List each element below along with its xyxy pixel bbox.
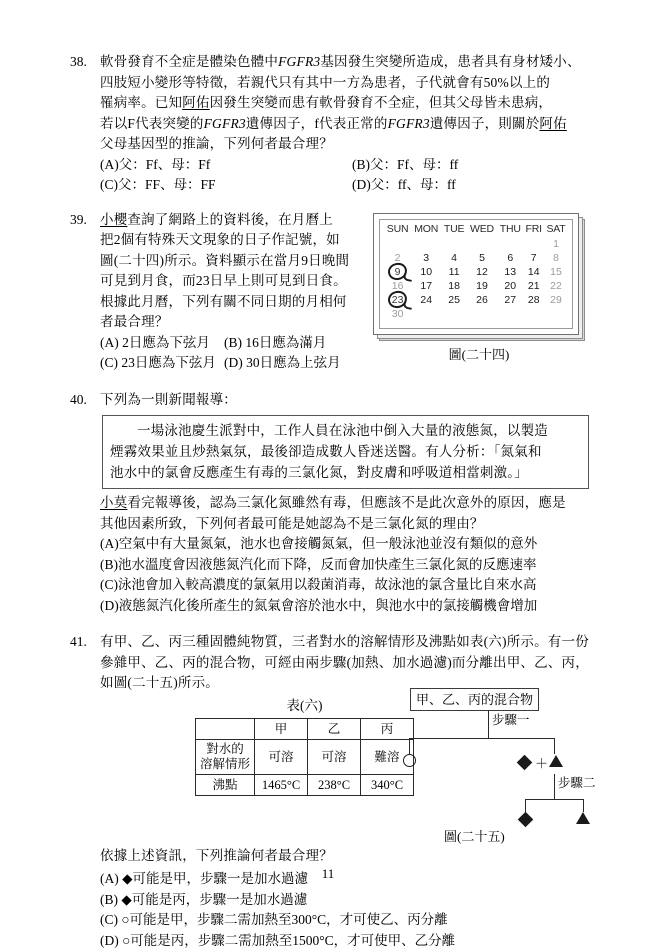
calendar-day-cell [467,307,497,321]
question-40-options-row-d [100,596,594,617]
calendar-frame [373,213,579,335]
calendar-day-cell: 1 [544,237,568,251]
question-38-number: 38. [70,52,100,73]
calendar-header-mon: MON [411,223,441,237]
calendar-header-wed: WED [467,223,497,237]
solubility-table [195,718,414,796]
calendar-day-cell [384,237,411,251]
news-line-3: 池水中的氯會反應產生有毒的三氯化氮，對皮膚和呼吸道相當刺激。」 [110,462,581,483]
question-39-option-b[interactable]: (B) 16日應為滿月 [224,333,326,354]
question-38-stem-line-5: 父母基因型的推論，下列何者最合理？ [100,134,594,155]
calendar-day-cell [497,307,523,321]
calendar-day-cell: 20 [497,279,523,293]
calendar-figure [373,213,595,363]
question-39-option-c[interactable]: (C) 23日應為下弦月 [100,353,224,374]
calendar-header-row [384,223,568,237]
calendar-day-cell: 29 [544,293,568,307]
flowchart-connector-vertical-1 [488,710,489,738]
calendar-day-cell [411,307,441,321]
question-38-option-c[interactable]: (C)父：FF、母：FF [100,175,352,196]
question-39-stem-line-6: 者最合理？ [100,312,400,333]
page-number: 11 [0,866,656,882]
question-39-stem-line-5: 根據此月曆，下列有關不同日期的月相何 [100,292,400,313]
table-corner-cell [196,719,255,740]
calendar-week-1 [384,237,568,251]
calendar-header-fri: FRI [523,223,544,237]
question-38-stem-line-1: 軟骨發育不全症是體染色體中FGFR3基因發生突變所造成，患者具有身材矮小、 [100,52,594,73]
calendar-day-cell: 28 [523,293,544,307]
question-39-stem-line-4: 可見到月食，而23日早上則可見到日食。 [100,271,400,292]
calendar-inner [379,219,573,329]
question-39-body [100,210,400,374]
triangle-shape-icon-final [576,812,590,824]
question-40-options-row-a [100,534,594,555]
table-6-caption: 表(六) [195,696,414,717]
table-cell-bp-yi: 238°C [308,775,361,796]
table-row [196,740,414,775]
calendar-day-cell: 12 [467,265,497,279]
flowchart-step2-label: 步驟二 [558,773,596,794]
question-41-option-a[interactable]: (A) ◆可能是甲，步驟一是加水過濾 [100,869,594,890]
row-header-line-2: 溶解情形 [200,757,250,771]
question-39-stem-line-1: 小櫻查詢了網路上的資料後，在月曆上 [100,210,400,231]
calendar-day-cell-circled-9 [384,265,411,279]
question-38-stem-line-4: 若以F代表突變的FGFR3遺傳因子，f代表正常的FGFR3遺傳因子，則關於阿佑 [100,114,594,135]
news-line-1: 一場泳池慶生派對中，工作人員在泳池中倒入大量的液態氮，以製造 [110,420,581,441]
plus-sign: ＋ [535,754,548,775]
calendar-day-cell: 15 [544,265,568,279]
calendar-day-cell: 19 [467,279,497,293]
calendar-day-cell [467,237,497,251]
question-41-body [100,632,594,951]
circle-mark-9: 9 [395,266,401,278]
question-39-option-a[interactable]: (A) 2日應為下弦月 [100,333,224,354]
calendar-day-cell [441,237,467,251]
calendar-day-cell: 30 [384,307,411,321]
question-39-options-row-2 [100,353,400,374]
question-40-option-b[interactable]: (B)池水溫度會因液態氮汽化而下降，反而會加快產生三氯化氮的反應速率 [100,555,594,576]
question-39-stem-line-2: 把2個有特殊天文現象的日子作記號，如 [100,230,400,251]
question-40-after-line-2: 其他因素所致，下列何者最可能是她認為不是三氯化氮的理由？ [100,514,594,535]
calendar-day-cell [544,307,568,321]
calendar-3d-wrapper [373,213,585,335]
calendar-header-sun: SUN [384,223,411,237]
calendar-day-cell: 4 [441,251,467,265]
calendar-day-cell: 24 [411,293,441,307]
question-39-option-d[interactable]: (D) 30日應為上弦月 [224,353,341,374]
flowchart-branch-right-1 [554,738,555,754]
calendar-day-cell [523,307,544,321]
flowchart-branch-right-2 [583,799,584,812]
flowchart-connector-horizontal-1 [409,738,555,739]
question-41 [70,632,594,951]
question-40-body [100,390,594,617]
question-41-options-row-c [100,910,594,931]
table-cell-bp-jia: 1465°C [255,775,308,796]
calendar-day-cell-circled-23 [384,293,411,307]
question-40-options-row-b [100,555,594,576]
solubility-table-wrapper [195,696,414,797]
circle-shape-icon [403,754,416,767]
question-39-stem-line-3: 圖(二十四)所示。資料顯示在當月9日晚間 [100,251,400,272]
table-col-header-yi: 乙 [308,719,361,740]
calendar-day-cell: 16 [384,279,411,293]
table-col-header-jia: 甲 [255,719,308,740]
question-41-stem-line-1: 有甲、乙、丙三種固體純物質，三者對水的溶解情形及沸點如表(六)所示。有一份 [100,632,594,653]
question-40-options-row-c [100,575,594,596]
question-41-number: 41. [70,632,100,653]
flowchart-connector-vertical-2 [554,774,555,799]
triangle-shape-icon [549,755,563,767]
calendar-day-cell: 21 [523,279,544,293]
calendar-day-cell [441,307,467,321]
calendar-week-5 [384,293,568,307]
table-cell-solubility-yi: 可溶 [308,740,361,775]
table-row-header-solubility [196,740,255,775]
calendar-day-cell: 18 [441,279,467,293]
calendar-day-cell [497,237,523,251]
question-38-options [100,155,594,196]
table-row [196,775,414,796]
question-40-option-d[interactable]: (D)液態氮汽化後所產生的氮氣會溶於池水中，與池水中的氯接觸機會增加 [100,596,594,617]
calendar-day-cell: 10 [411,265,441,279]
calendar-day-cell [411,237,441,251]
calendar-day-cell: 8 [544,251,568,265]
calendar-header-thu: THU [497,223,523,237]
flowchart-mixture-box: 甲、乙、丙的混合物 [410,688,539,711]
diamond-shape-icon [517,754,533,770]
calendar-week-4 [384,279,568,293]
calendar-day-cell: 2 [384,251,411,265]
question-38-options-row-1 [100,155,594,176]
question-40 [70,390,594,617]
question-40-option-c[interactable]: (C)泳池會加入較高濃度的氯氣用以殺菌消毒，故泳池的氯含量比自來水高 [100,575,594,596]
question-41-options-row-b [100,890,594,911]
question-41-figures [100,696,594,846]
calendar-header-tue: TUE [441,223,467,237]
question-41-option-b[interactable]: (B) ◆可能是丙，步驟一是加水過濾 [100,890,594,911]
question-39 [70,210,594,374]
flowchart-branch-left-2 [525,799,526,812]
figure-24-caption: 圖(二十四) [373,344,585,363]
news-report-box [102,415,589,489]
question-41-options-row-d [100,931,594,951]
question-40-number: 40. [70,390,100,411]
question-38-option-d[interactable]: (D)父：ff、母：ff [352,175,594,196]
separation-flowchart [402,688,607,848]
calendar-day-cell: 22 [544,279,568,293]
calendar-day-cell: 27 [497,293,523,307]
question-38-stem-line-2: 四肢短小變形等特徵，若親代只有其中一方為患者，子代就會有50%以上的 [100,73,594,94]
question-39-options [100,333,400,374]
table-col-header-bing: 丙 [361,719,414,740]
calendar-day-cell: 3 [411,251,441,265]
calendar-week-2 [384,251,568,265]
table-row-header-boiling-point: 沸點 [196,775,255,796]
calendar-day-cell: 6 [497,251,523,265]
calendar-week-6 [384,307,568,321]
question-41-option-c[interactable]: (C) ○可能是甲，步驟二需加熱至300°C，才可使乙、丙分離 [100,910,594,931]
table-cell-solubility-bing: 難溶 [361,740,414,775]
question-38-option-a[interactable]: (A)父：Ff、母：Ff [100,155,352,176]
question-39-number: 39. [70,210,100,231]
question-40-after-line-1: 小莫看完報導後，認為三氯化氮雖然有毒，但應該不是此次意外的原因，應是 [100,493,594,514]
calendar-day-cell: 14 [523,265,544,279]
question-38-option-b[interactable]: (B)父：Ff、母：ff [352,155,594,176]
table-cell-bp-bing: 340°C [361,775,414,796]
row-header-line-1: 對水的 [206,742,244,756]
circle-mark-23: 23 [392,294,404,306]
question-38-body [100,52,594,196]
flowchart-step1-label: 步驟一 [492,710,530,731]
calendar-day-cell [523,237,544,251]
calendar-day-cell: 26 [467,293,497,307]
question-40-option-a[interactable]: (A)空氣中有大量氮氣，池水也會接觸氮氣，但一般泳池並沒有類似的意外 [100,534,594,555]
question-40-stem-line-1: 下列為一則新聞報導： [100,390,594,411]
question-41-stem-line-2: 參雜甲、乙、丙的混合物，可經由兩步驟(加熱、加水過濾)而分離出甲、乙、丙， [100,653,594,674]
flowchart-branch-left-1 [409,738,410,754]
question-41-lead-in: 依據上述資訊，下列推論何者最合理？ [100,846,594,867]
calendar-day-cell: 5 [467,251,497,265]
diamond-shape-icon-final [518,811,534,827]
question-38-stem-line-3: 罹病率。已知阿佑因發生突變而患有軟骨發育不全症，但其父母皆未患病， [100,93,594,114]
flowchart-connector-horizontal-2 [525,799,584,800]
table-cell-solubility-jia: 可溶 [255,740,308,775]
calendar-week-3 [384,265,568,279]
figure-25-caption: 圖(二十五) [444,827,505,848]
question-41-option-d[interactable]: (D) ○可能是丙，步驟二需加熱至1500°C，才可使甲、乙分離 [100,931,594,951]
calendar-day-cell: 13 [497,265,523,279]
solubility-table-header-row [196,719,414,740]
calendar-day-cell: 17 [411,279,441,293]
calendar-day-cell: 7 [523,251,544,265]
question-40-options [100,534,594,616]
question-39-options-row-1 [100,333,400,354]
news-line-2: 煙霧效果並且炒熱氣氛，最後卻造成數人昏迷送醫。有人分析：「氮氣和 [110,441,581,462]
calendar-day-cell: 25 [441,293,467,307]
question-38 [70,52,594,196]
calendar-table [384,223,568,321]
calendar-header-sat: SAT [544,223,568,237]
question-38-options-row-2 [100,175,594,196]
calendar-day-cell: 11 [441,265,467,279]
question-41-stem-line-3: 如圖(二十五)所示。 [100,673,594,694]
